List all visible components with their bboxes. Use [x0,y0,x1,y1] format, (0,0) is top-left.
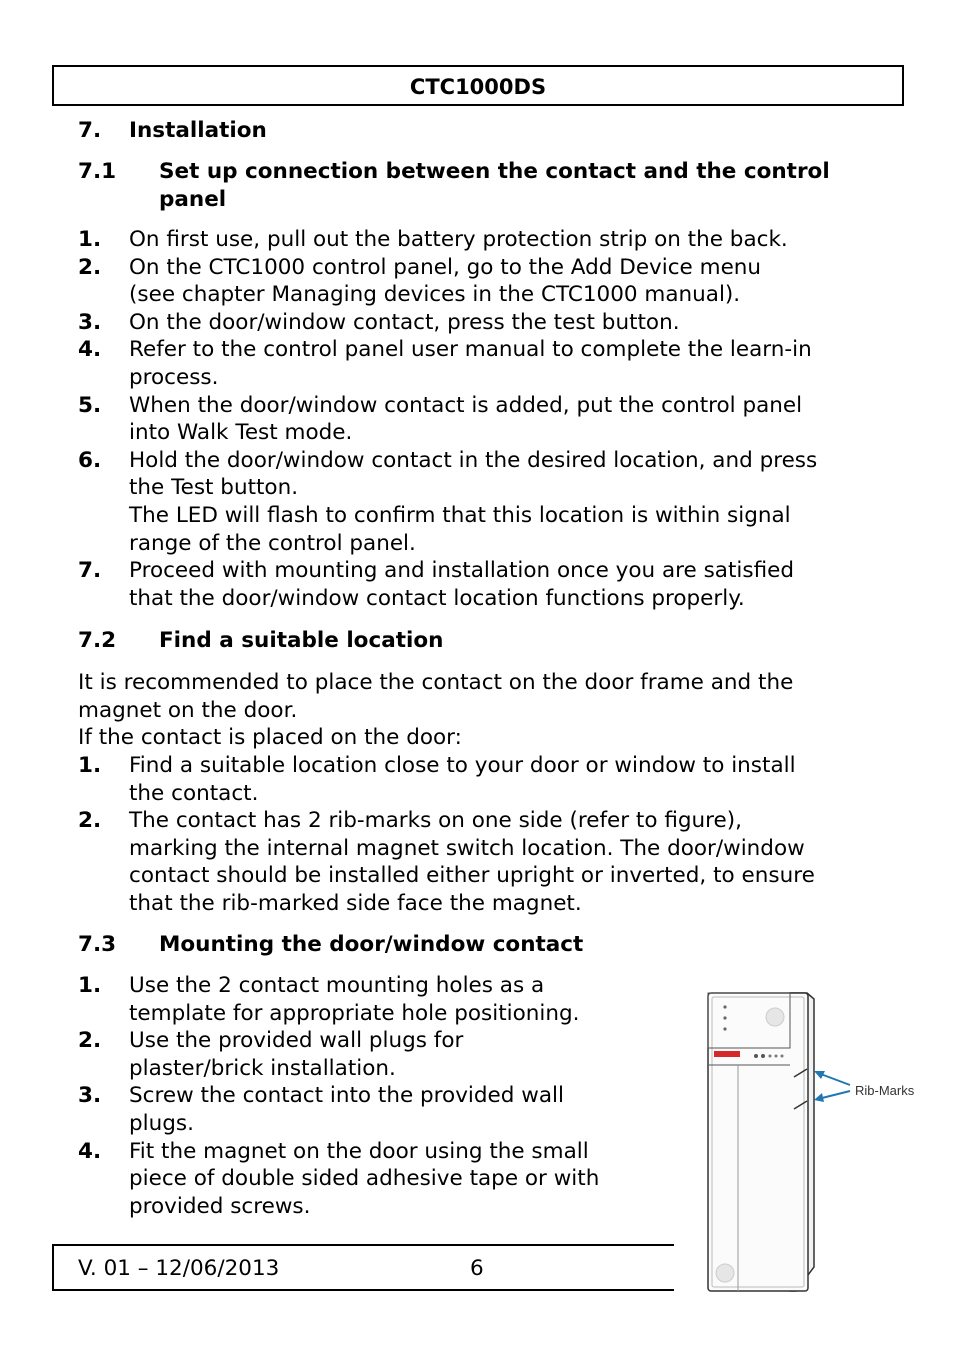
step-line: On the CTC1000 control panel, go to the Add Device menu [129,254,762,280]
list-item [78,972,678,1027]
section-number: 7.2 [78,628,117,653]
section-title-line-2: panel [159,187,227,212]
step-text [129,1027,678,1082]
step-line: plugs. [129,1110,194,1136]
step-number: 2. [78,254,102,280]
step-number: 4. [78,337,102,363]
led-bar [714,1051,740,1057]
step-line: provided screws. [129,1193,311,1219]
rib-marks-label: Rib-Marks [855,1083,915,1098]
step-number: 3. [78,309,102,335]
step-line: marking the internal magnet switch location. The door/window [129,835,805,861]
step-line: On the door/window contact, press the test button. [129,309,680,335]
step-number: 7. [78,558,102,584]
step-number: 3. [78,1083,102,1109]
list-item [78,1138,678,1221]
section-title-line-1: Set up connection between the contact and the control [159,159,830,184]
step-number: 2. [78,1028,102,1054]
vent-dot [769,1055,772,1058]
step-number: 6. [78,447,102,473]
location-steps-list [78,752,898,918]
document-title: CTC1000DS [409,75,547,99]
indicator-dot [723,1016,726,1019]
list-item [78,336,898,391]
step-text [129,1082,678,1137]
mounting-hole-icon [716,1264,734,1282]
step-line: On first use, pull out the battery protection strip on the back. [129,227,788,252]
step-line: template for appropriate hole positioning. [129,1000,580,1026]
setup-steps-list [78,226,898,612]
step-line: Hold the door/window contact in the desired location, and press [129,447,818,473]
section-7-2-heading [78,627,898,655]
step-line: (see chapter Managing devices in the CTC1000 manual). [129,282,741,308]
step-text [129,752,898,807]
list-item [78,309,898,337]
step-line: that the rib-marked side face the magnet. [129,890,582,916]
step-line: Use the 2 contact mounting holes as a [129,973,545,998]
section-7-1-heading [78,158,898,214]
step-line: that the door/window contact location functions properly. [129,585,745,611]
vent-dot [754,1054,758,1058]
step-line: Fit the magnet on the door using the small [129,1138,589,1164]
document-version: V. 01 – 12/06/2013 [78,1256,280,1281]
step-line: Refer to the control panel user manual to complete the learn-in [129,337,812,363]
step-text [129,1138,678,1221]
vent-dot [781,1055,784,1058]
door-window-contact-illustration [700,985,925,1297]
step-line: Use the provided wall plugs for [129,1028,464,1054]
section-7-3-heading [78,931,898,959]
step-text [129,972,678,1027]
step-number: 2. [78,808,102,834]
section-title: Mounting the door/window contact [159,932,584,957]
step-text [129,557,898,612]
step-line: Screw the contact into the provided wall [129,1083,564,1109]
intro-line: If the contact is placed on the door: [78,725,462,751]
step-line: process. [129,364,219,390]
step-text [129,226,898,254]
list-item [78,807,898,917]
step-text [129,807,898,917]
list-item [78,254,898,309]
contact-body [708,993,808,1291]
header-box [52,65,904,106]
rib-mark-arrows [814,1071,850,1102]
step-line: Proceed with mounting and installation once you are satisfied [129,558,795,584]
list-item [78,752,898,807]
step-line: The LED will flash to confirm that this location is within signal [129,502,791,528]
step-number: 1. [78,227,102,252]
list-item [78,447,898,557]
step-number: 4. [78,1138,102,1164]
step-text [129,254,898,309]
step-text [129,392,898,447]
list-item [78,392,898,447]
step-line: contact should be installed either upright or inverted, to ensure [129,863,815,889]
indicator-dot [723,1005,726,1008]
step-number: 1. [78,753,102,778]
indicator-dot [723,1027,726,1030]
intro-line: It is recommended to place the contact on the door frame and the [78,670,794,695]
step-line: The contact has 2 rib-marks on one side (refer to figure), [129,808,742,834]
step-text [129,447,898,557]
section-number: 7.1 [78,159,117,184]
intro-line: magnet on the door. [78,697,298,723]
step-line: the Test button. [129,475,299,501]
list-item [78,1027,678,1082]
section-7-heading [78,117,578,145]
step-text [129,309,898,337]
test-button-icon [766,1008,784,1026]
vent-dot [775,1055,778,1058]
list-item [78,1082,678,1137]
step-line: plaster/brick installation. [129,1055,396,1081]
arrow-head [814,1093,824,1102]
vent-dot [761,1054,765,1058]
section-number: 7.3 [78,932,117,957]
list-item [78,557,898,612]
mounting-steps-list [78,972,678,1220]
step-text [129,336,898,391]
step-line: When the door/window contact is added, put the control panel [129,392,803,418]
contact-figure [700,985,925,1297]
step-number: 1. [78,973,102,998]
section-number: 7. [78,118,102,143]
list-item [78,226,898,254]
section-title: Installation [129,118,267,143]
step-line: piece of double sided adhesive tape or with [129,1166,600,1192]
location-intro [78,669,793,752]
step-line: into Walk Test mode. [129,420,353,446]
step-number: 5. [78,392,102,418]
section-title: Find a suitable location [159,628,444,653]
page-number: 6 [470,1256,484,1281]
footer [52,1244,674,1291]
step-line: range of the control panel. [129,530,416,556]
step-line: Find a suitable location close to your door or window to install [129,753,796,778]
step-line: the contact. [129,780,259,806]
